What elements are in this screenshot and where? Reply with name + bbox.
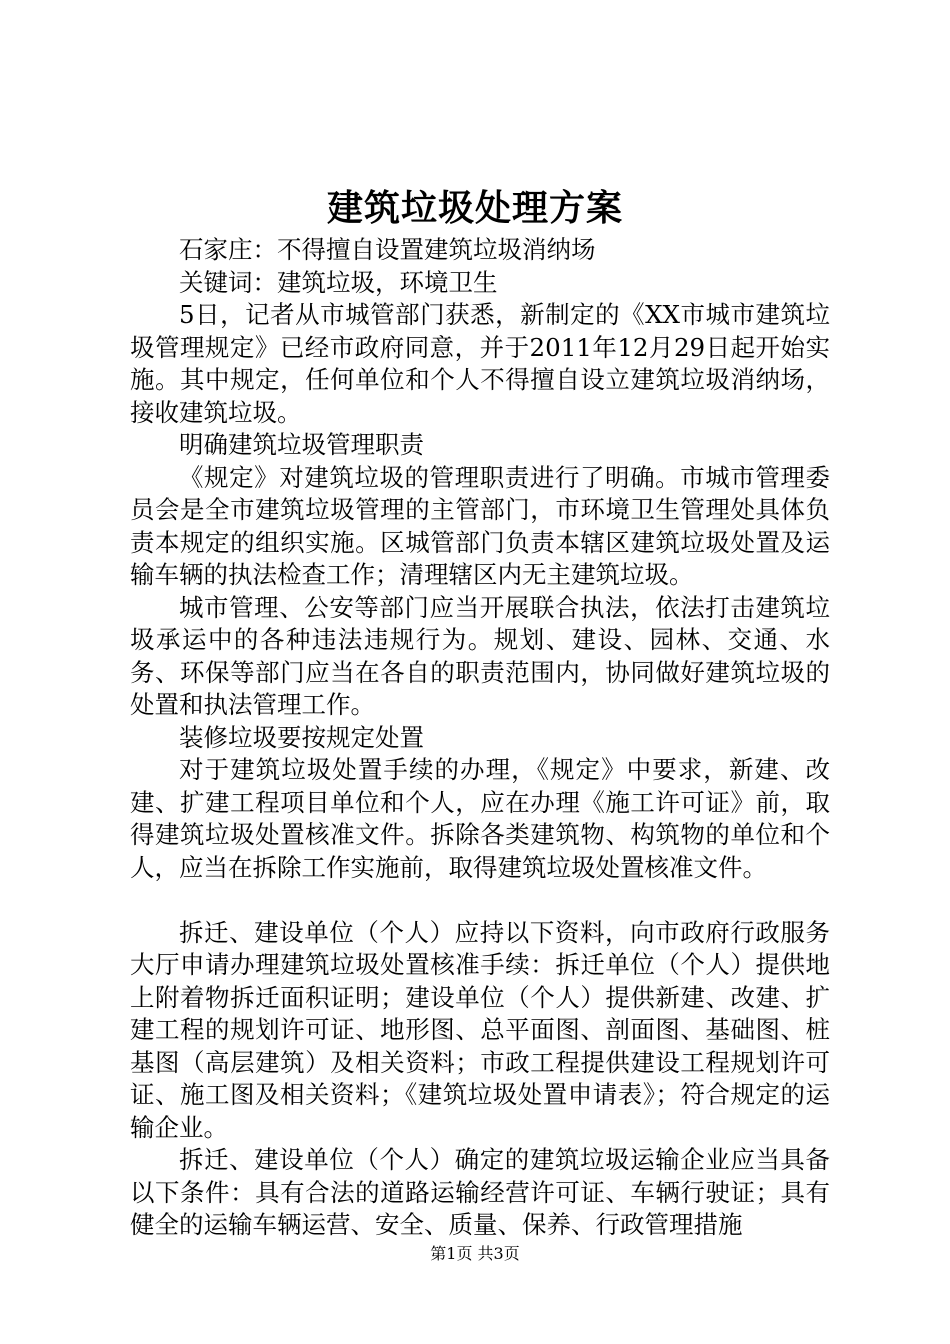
- paragraph-procedures: 对于建筑垃圾处置手续的办理，《规定》中要求，新建、改建、扩建工程项目单位和个人，应在办理《施工许可证》前，取得建筑垃圾处置核准文件。拆除各类建筑物、构筑物的单位和个人，应当在拆除工作实施前，取得建筑垃圾处置核准文件。: [130, 755, 830, 882]
- document-title: 建筑垃圾处理方案: [326, 187, 623, 229]
- document-body: [130, 234, 830, 1242]
- page-number-footer: 第1页 共3页: [430, 1244, 520, 1263]
- paragraph-responsibilities: 《规定》对建筑垃圾的管理职责进行了明确。市城市管理委员会是全市建筑垃圾管理的主管部门，市环境卫生管理处具体负责本规定的组织实施。区城管部门负责本辖区建筑垃圾处置及运输车辆的执法检查工作；清理辖区内无主建筑垃圾。: [130, 462, 830, 589]
- paragraph-transport-conditions: 拆迁、建设单位（个人）确定的建筑垃圾运输企业应当具备以下条件：具有合法的道路运输经营许可证、车辆行驶证；具有健全的运输车辆运营、安全、质量、保养、行政管理措施: [130, 1145, 830, 1239]
- paragraph-subtitle: 石家庄：不得擅自设置建筑垃圾消纳场: [179, 235, 596, 264]
- paragraph-keywords: 关键词：建筑垃圾，环境卫生: [179, 267, 498, 297]
- paragraph-intro: 5日，记者从市城管部门获悉，新制定的《XX市城市建筑垃圾管理规定》已经市政府同意，并于2011年12月29日起开始实施。其中规定，任何单位和个人不得擅自设立建筑垃圾消纳场，接收建筑垃圾。: [130, 300, 830, 427]
- paragraph-materials: 拆迁、建设单位（个人）应持以下资料，向市政府行政服务大厅申请办理建筑垃圾处置核准手续：拆迁单位（个人）提供地上附着物拆迁面积证明；建设单位（个人）提供新建、改建、扩建工程的规划许可证、地形图、总平面图、剖面图、基础图、桩基图（高层建筑）及相关资料；市政工程提供建设工程规划许可证、施工图及相关资料；《建筑垃圾处置申请表》；符合规定的运输企业。: [130, 917, 830, 1142]
- section-heading-renovation: 装修垃圾要按规定处置: [179, 722, 424, 752]
- paragraph-joint-enforcement: 城市管理、公安等部门应当开展联合执法，依法打击建筑垃圾承运中的各种违法违规行为。规划、建设、园林、交通、水务、环保等部门应当在各自的职责范围内，协同做好建筑垃圾的处置和执法管理工作。: [130, 592, 830, 719]
- section-heading-responsibilities: 明确建筑垃圾管理职责: [179, 430, 424, 459]
